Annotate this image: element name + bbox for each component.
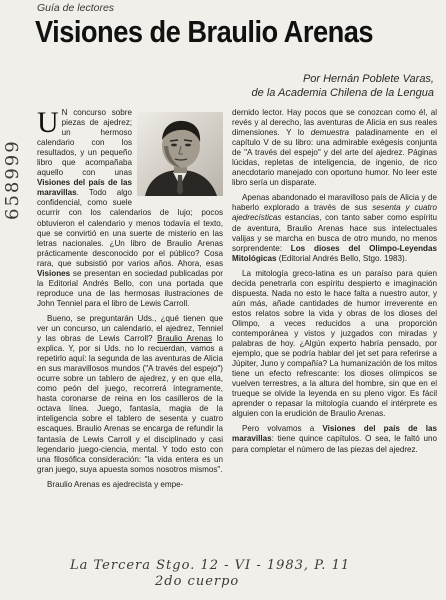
article-paragraph: dernido lector. Hay pocos que se conozcan como él, al revés y al derecho, las aventuras de Alicia en sus reales dimensiones. Y lo demuestra paladinamente en el capítulo V de su libro: una admirable exégesis conjunta de "A través del espejo" y del arte del ajedrez. Páginas lúcidas, repletas de inteligencia, de ingenio, de rico anecdotario manejado con oportuno humor. No leer este libro sería un disparate. <box>232 108 437 188</box>
article-column-left <box>37 108 223 490</box>
headline: Visiones de Braulio Arenas <box>35 14 374 49</box>
author-portrait-image <box>137 112 223 196</box>
article-paragraph: U N concurso sobre piezas de ajedrez; un hermoso calendario con los resultados, y un pequeño libro que acompañaba aquello con unas Visiones del país de las maravillas. Todo algo confidencial, como suele ocurrir con los calendarios de lujo; pocos obtuvieron el calendario y menos todavía el texto, que se convirtió en una suerte de misterio en las letras nacionales. ¿Un libro de Braulio Arenas prácticamente desconocido por el público? Cosa rara, que subsistió por varios años. Ahora, esas Visiones se presentan en sociedad publicadas por la Editorial Andrés Bello, con una portada que reproduce una de las hermosas ilustraciones de John Tenniel para el libro de Lewis Carroll. <box>37 106 223 308</box>
article-paragraph: Pero volvamos a Visiones del país de las maravillas: tiene quince capítulos. O sea, le faltó uno para completar el número de las piezas del ajedrez. <box>232 424 437 454</box>
portrait-photo <box>137 112 223 196</box>
byline-affiliation: de la Academia Chilena de la Lengua <box>251 87 434 99</box>
handwritten-source-line: La Tercera Stgo. 12 - VI - 1983, P. 11 <box>70 558 351 573</box>
article-paragraph: Bueno, se preguntarán Uds., ¿qué tienen que ver un concurso, un calendario, el ajedrez, Tenniel y las obras de Lewis Carroll? Braulio Arenas lo explica. Y, por si Uds. no lo recuerdan, vamos a repetirlo aquí: la segunda de las aventuras de Alicia en sus maravillosos mundos ("A través del espejo") ocurre sobre un tablero de ajedrez, y en que ella, como peón del juego, recorrerá íntegramente, hasta coronarse de reina en los casilleros de la octava línea. Juego, fantasía, magia de la inteligencia sobre el tablero de sesenta y cuatro escaques. Braulio Arenas se encarga de refundir la fantasía de Lewis Carroll y el disciplinado y casi legendario juego-ciencia, mental. Y todo esto con una filosófica consideración: "la vida entera es un gran juego, suya apuesta somos nosotros mismos". <box>37 313 223 474</box>
handwritten-section-line: 2do cuerpo <box>155 574 240 589</box>
article-paragraph: Apenas abandonado el maravilloso país de Alicia y de haberlo explorado a través de sus sesenta y cuatro ajedrecísticas estancias, con tanto saber como espíritu de aventura, Braulio Arenas hace sus intelectuales valijas y se marcha en busca de otro mundo, no menos sorprendente: Los dioses del Olimpo-Leyendas Mitológicas (Editorial Andrés Bello, Stgo. 1983). <box>232 193 437 263</box>
handwritten-source-note <box>70 558 440 590</box>
drop-cap: U <box>37 106 59 139</box>
section-label: Guía de lectores <box>37 2 115 14</box>
article-paragraph: La mitología greco-latina es un paraíso para quien decida penetrarla con espíritu despierto e imaginación dispuesta. Nada no esto le hace falta a nuestro autor, y aún más, añade cantidades de humor irreverente en estos relatos sobre la vida y obras de los dioses del Olimpo, a veces reducidos a una proporción contemporánea y vistos y juzgados con miradas y palabras de hoy. ¿Algún experto habría pensado, por ejemplo, que se podría hablar del jet set para referirse a Júpiter, Juno y compañía? La humanización de los mitos tiene un efecto refrescante: los dioses olímpicos se vuelven terrestres, a la altura del hombre, sin que en el trueque se olvide la leyenda en su pleno vigor. Es fácil aprender o repasar la mitología cuando el intérprete es alguien con la erudición de Braulio Arenas. <box>232 268 437 419</box>
byline-author: Por Hernán Poblete Varas, <box>302 73 434 85</box>
handwritten-archive-number: 658999 <box>2 139 23 220</box>
article-column-right <box>232 108 437 455</box>
byline <box>252 72 434 100</box>
article-paragraph: Braulio Arenas es ajedrecista y empe- <box>47 479 184 489</box>
